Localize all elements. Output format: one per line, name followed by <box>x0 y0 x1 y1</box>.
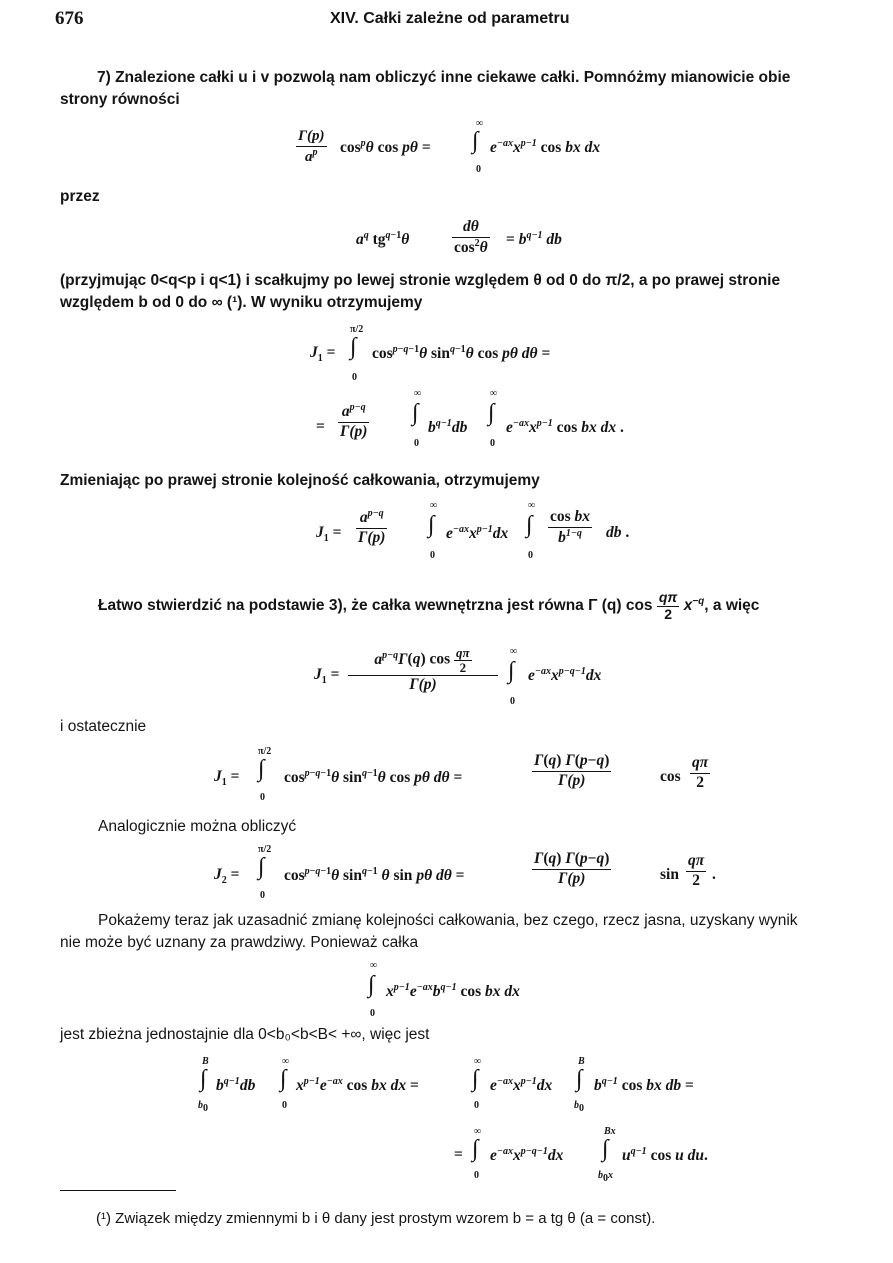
equation-5: $J_1$ = $a^{p-q}\Gamma(q)$ cos $\frac{q\pi}{2}$ Γ(p) ∞ ∫ 0 $e^{-ax}x^{p-q-1}dx$ <box>314 645 602 707</box>
paragraph-text: , a więc <box>704 597 760 615</box>
paragraph-line: Łatwo stwierdzić na podstawie 3), że całka wewnętrzna jest równa Γ (q) cos $\frac{q\pi}{2}$ $x^{-q}$, a więc <box>98 589 760 622</box>
footnote-rule <box>60 1190 176 1191</box>
running-title: XIV. Całki zależne od parametru <box>330 10 570 27</box>
paragraph-line: względem b od 0 do ∞ (¹). W wyniku otrzymujemy <box>60 294 423 311</box>
paragraph-line: Pokażemy teraz jak uzasadnić zmianę kolejności całkowania, bez czego, rzecz jasna, uzyskany wynik <box>98 912 798 929</box>
page-number: 676 <box>55 8 84 29</box>
paragraph-text: x <box>683 597 693 615</box>
paragraph-line: przez <box>60 188 100 205</box>
paragraph-text: Łatwo stwierdzić na podstawie 3), że całka wewnętrzna jest równa Γ (q) cos <box>98 597 653 615</box>
footnote: (¹) Związek między zmiennymi b i θ dany jest prostym wzorem b = a tg θ (a = const). <box>96 1210 656 1227</box>
equation-2: $a^q$ $tg^{q-1}\theta$ $\frac{d\theta}{\cos^2\theta}$ = $b^{q-1}$ db <box>356 218 562 257</box>
paragraph-line: strony równości <box>60 91 180 108</box>
equation-6: $J_1$ = π/2 ∫ 0 $\cos^{p-q-1}\theta$ $\sin^{q-1}\theta$ cos pθ dθ = $\frac{\Gamma(q) \Gamma(p-q)}{\Gamma(p)}$ cos $\frac{q\pi}{2}$ <box>214 746 709 803</box>
equation-9: B ∫ $b_0$ $b^{q-1}db$ ∞ ∫ 0 $x^{p-1}e^{-ax}$ cos bx dx = ∞ ∫ 0 $e^{-ax}x^{p-1}dx$ B ∫ $b_0$ $b^{q-1}$ cos bx db = = ∞ ∫ 0 $e^{-ax}x^{p-q-1}dx$ Bx ∫ $b_0x$ $u^{q-1}$ cos u du. <box>198 1056 708 1184</box>
paragraph-line: Analogicznie można obliczyć <box>98 818 297 835</box>
paragraph-line: (przyjmując 0<q<p i q<1) i scałkujmy po lewej stronie względem θ od 0 do π/2, a po prawej stronie <box>60 272 781 289</box>
equation-4: $J_1$ = $\frac{a^{p-q}}{\Gamma(p)}$ ∞ ∫ 0 $e^{-ax}x^{p-1}dx$ ∞ ∫ 0 $\frac{\text{cos bx}}{b^{1-q}}$ db . <box>316 500 630 561</box>
paragraph-line: jest zbieżna jednostajnie dla 0<b₀<b<B< +∞, więc jest <box>60 1026 430 1043</box>
paragraph-line: nie może być uznany za prawdziwy. Ponieważ całka <box>60 934 419 951</box>
equation-3: $J_1$ = π/2 ∫ 0 $\cos^{p-q-1}\theta$ $\sin^{q-1}\theta$ cos pθ dθ = = $\frac{a^{p-q}}{\Gamma(p)}$ ∞ ∫ 0 $b^{q-1}db$ ∞ ∫ 0 $e^{-ax}x^{p-1}$ cos bx dx . <box>310 324 624 449</box>
paragraph-line: 7) Znalezione całki u i v pozwolą nam obliczyć inne ciekawe całki. Pomnóżmy mianowicie obie <box>97 69 791 86</box>
equation-1: $\frac{\Gamma(p)}{a^p}$ $\cos^p\theta$ cos pθ = ∞ ∫ 0 $e^{-ax}x^{p-1}$ cos bx dx <box>298 118 601 175</box>
paragraph-line: i ostatecznie <box>60 718 147 735</box>
paragraph-line: Zmieniając po prawej stronie kolejność całkowania, otrzymujemy <box>60 472 540 489</box>
equation-8: ∞ ∫ 0 $x^{p-1}e^{-ax}b^{q-1}$ cos bx dx <box>368 960 520 1019</box>
equation-7: $J_2$ = π/2 ∫ 0 $\cos^{p-q-1}\theta$ $\sin^{q-1} \theta$ sin pθ dθ = $\frac{\Gamma(q) \Gamma(p-q)}{\Gamma(p)}$ sin $\frac{q\pi}{2}$ . <box>214 844 716 901</box>
